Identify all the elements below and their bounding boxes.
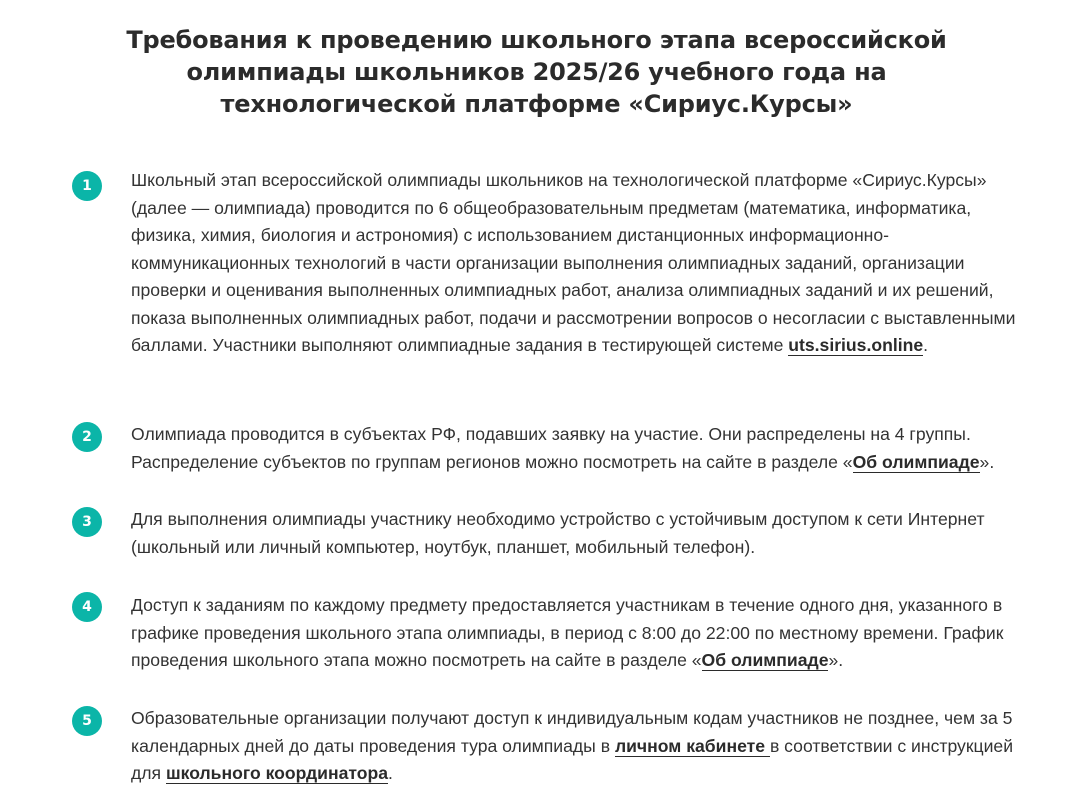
- school-coordinator-link[interactable]: школьного координатора: [165, 763, 389, 783]
- item-text-part: Доступ к заданиям по каждому предмету предоставляется участникам в течение одного дня, указанного в графике проведения школьного этапа олимпиады, в период с 8:00 до 22:00 по местному времени. График проведения школьного этапа можно посмотреть на сайте в разделе «: [131, 595, 1004, 670]
- item-text-part: .: [923, 335, 929, 355]
- item-text-part: Олимпиада проводится в субъектах РФ, подавших заявку на участие. Они распределены на 4 группы. Распределение субъектов по группам регионов можно посмотреть на сайте в разделе «: [131, 424, 971, 472]
- about-olympiad-link[interactable]: Об олимпиаде: [852, 451, 980, 472]
- item-number-badge: 1: [72, 171, 102, 201]
- personal-account-link[interactable]: личном кабинете: [614, 735, 770, 756]
- item-text-part: Образовательные организации получают доступ к индивидуальным кодам участников не позднее, чем за 5 календарных дней до даты проведения тура олимпиады в: [131, 708, 1013, 756]
- item-text: [131, 421, 1036, 476]
- item-text: [131, 167, 1036, 360]
- item-text-part: в соответствии с инструкцией для: [131, 735, 1014, 783]
- item-text-part: ».: [979, 451, 995, 472]
- item-text: [131, 705, 1036, 788]
- item-text: [131, 592, 1036, 675]
- item-text-part: ».: [828, 650, 844, 670]
- item-text-part: .: [388, 763, 393, 783]
- uts-sirius-link[interactable]: uts.sirius.online: [788, 335, 924, 355]
- item-number-badge: 4: [72, 592, 102, 622]
- about-olympiad-link[interactable]: Об олимпиаде: [701, 650, 829, 670]
- item-text: Для выполнения олимпиады участнику необходимо устройство с устойчивым доступом к сети Интернет (школьный или личный компьютер, ноутбук, планшет, мобильный телефон).: [131, 509, 985, 557]
- page-title: Требования к проведению школьного этапа всероссийской олимпиады школьников 2025/26 учебного года на технологической платформе «Сириус.Курсы»: [126, 26, 947, 118]
- item-number-badge: 2: [72, 422, 102, 452]
- item-number-badge: 5: [72, 706, 102, 736]
- item-number-badge: 3: [72, 507, 102, 537]
- item-text-part: Школьный этап всероссийской олимпиады школьников на технологической платформе «Сириус.Курсы» (далее — олимпиада) проводится по 6 общеобразовательным предметам (математика, информатика, физика, химия, биология и астрономия) с использованием дистанционных информационно-коммуникационных технологий в части организации выполнения олимпиадных заданий, организации проверки и оценивания выполненных олимпиадных работ, анализа олимпиадных заданий и их решений, показа выполненных олимпиадных работ, подачи и рассмотрении вопросов о несогласии с выставленными баллами. Участники выполняют олимпиадные задания в тестирующей системе: [131, 170, 1016, 355]
